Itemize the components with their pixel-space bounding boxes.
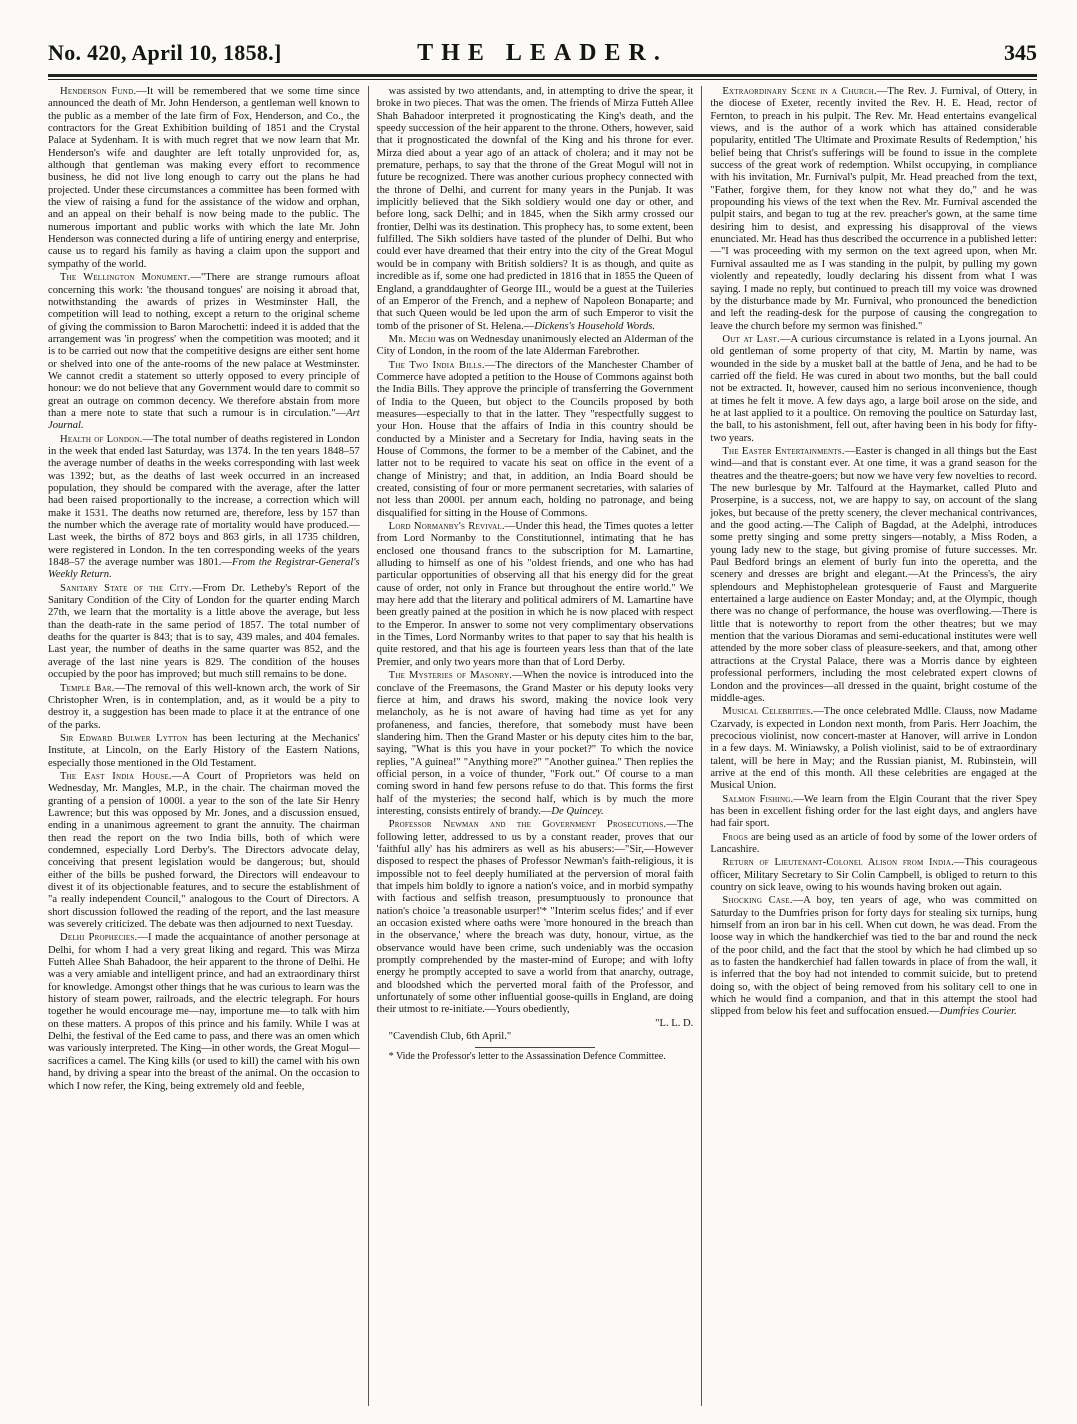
masthead <box>48 40 1037 68</box>
article-paragraph <box>48 583 360 682</box>
article-paragraph <box>48 683 360 732</box>
article-text: —Easter is changed in all things but the East wind—and that is constant ever. At one time, it was a grand season for the theatres and the theatre-goers; but now we have very few novelties to record. The new burlesque by Mr. Talfourd at the Haymarket, called Pluto and Proserpine, is a success, not, we are happy to say, on account of the slang jokes, but because of the pretty scenery, the clever mechanical contrivances, and the good acting.—The Caliph of Bagdad, at the Adelphi, introduces some pretty singing and some pretty singers—notably, a Miss Roden, a young lady new to the stage, but giving promise of future successes. Mr. Paul Bedford brings an element of burly fun into the operetta, and the scenery and dresses are bright and elegant.—At the Princess's, the airy splendours and Mephistophelean grotesquerie of Faust and Marguerite entertained a large audience on Easter Monday; and, at the Olympic, though there was no change of performance, the house was overflowing.—There is little that is noteworthy to report from the other theatres; but we may mention that the various Dioramas and semi-educational institutes were well attended by the more sober class of pleasure-seekers, and that, among other attractions at the Crystal Palace, there was a Morris dance by eighteen professional performers, including the most celebrated expert clowns of London and the provinces—all dressed in the quaint, bright costume of the middle-ages. <box>710 445 1037 704</box>
article-source: Dumfries Courier. <box>939 1006 1017 1018</box>
footnote-rule <box>475 1047 595 1048</box>
article-text: —A Court of Proprietors was held on Wednesday, Mr. Mangles, M.P., in the chair. The chairman moved the granting of a pension of 1000l. a year to the son of the late Sir Henry Lawrence; but this was opposed by Mr. Jones, and a discussion ensued, ending in a unanimous agreement to grant the annuity. The chairman then read the report on the two India bills, both of which were condemned, especially Lord Derby's. The Directors advocate delay, conceiving that present legislation would be dangerous; but, should either of the bills be pushed forward, the Directors will endeavour to divest it of its objectionable features, and to secure the establishment of "a really independent Council," analogous to the Court of Directors. A short discussion followed the reading of the report, and the last measure was severely criticized. The debate was then adjourned to next Tuesday. <box>48 770 360 931</box>
article-columns <box>48 86 1037 1406</box>
article-heading: Sir Edward Bulwer Lytton <box>60 732 188 744</box>
article-paragraph <box>377 360 694 520</box>
article-text: —The directors of the Manchester Chamber of Commerce have adopted a petition to the House of Commons against both the India Bills. They approve the principle of transferring the Government of India to the Queen, but object to the Councils proposed by both measures—especially to that in the latter. They "respectfully suggest to your Hon. House that the affairs of India in this country should be conducted by a Minister and a Secretary for India, having seats in the House of Commons, the former to be a member of the Cabinet, and the latter not to be required to vacate his seat on office in the event of a change of Ministry; and that, in addition, an India Board should be created, consisting of four or more permanent secretaries, with salaries of not less than 2000l. per annum each, holding no patronage, and being disqualified for sitting in the House of Commons. <box>376 359 694 519</box>
article-text: * Vide the Professor's letter to the Assassination Defence Committee. <box>388 1051 666 1063</box>
article-heading: Return of Lieutenant-Colonel Alison from India. <box>722 857 954 869</box>
article-text: —The Rev. J. Furnival, of Ottery, in the diocese of Exeter, recently invited the Rev. H. E. Head, rector of Fernton, to preach in his pulpit. The Rev. Mr. Head entertains evangelical views, and is the author of a work which has attained considerable popularity, entitled 'The Ultimate and Proximate Results of Redemption,' his belief being that Christ's sufferings will be found to issue in the complete success of the great work of redemption. Whilst occupying, in compliance with his invitation, Mr. Furnival's pulpit, Mr. Head preached from the text, "Father, forgive them, for they know not what they do," and he was propounding his views of the text when the Rev. Mr. Furnival ascended the pulpit stairs, and began to tug at the rev. preacher's gown, at the same time desiring him to desist, and expressing his disapproval of the views enunciated. Mr. Head has thus described the occurrence in a published letter:—"I was proceeding with my sermon on the text agreed upon, when Mr. Furnival assaulted me as I was standing in the pulpit, by pulling my gown violently and repeatedly, loudly declaring his dissent from what I was saying. I made no reply, but continued to preach till my voice was drowned by the disturbance made by Mr. Furnival, who pronounced the benediction and left the reading-desk for the purpose of causing the congregation to leave the church before my sermon was finished." <box>710 86 1037 332</box>
article-heading: Salmon Fishing. <box>722 793 794 805</box>
article-heading: Sanitary State of the City. <box>60 582 192 594</box>
article-paragraph <box>48 86 360 271</box>
article-heading: Henderson Fund. <box>60 86 137 97</box>
article-text: —The once celebrated Mdlle. Clauss, now Madame Czarvady, is expected in London next month, from Paris. Herr Joachim, the precocious violinist, now concert-master at Hanover, will arrive in London in a few days. M. Winiawsky, a Polish violinist, said to be of extraordinary talent, will be here in May; and the Russian pianist, M. Rubinstein, will arrive at the end of this month. All these celebrities are engaged at the Musical Union. <box>710 706 1037 792</box>
column-2 <box>368 86 702 1406</box>
article-source: From the Registrar-General's Weekly Return. <box>48 557 360 581</box>
article-heading: The Mysteries of Masonry. <box>388 670 513 682</box>
column-3 <box>701 86 1037 1406</box>
article-paragraph <box>48 272 360 432</box>
article-heading: Professor Newman and the Government Prosecutions. <box>388 819 667 831</box>
article-paragraph <box>377 819 694 1017</box>
masthead-rule <box>48 74 1037 80</box>
article-text: "L. L. D. <box>655 1017 694 1029</box>
article-paragraph <box>377 334 694 359</box>
article-paragraph <box>710 895 1037 1018</box>
article-paragraph <box>710 832 1037 857</box>
article-heading: Delhi Prophecies. <box>60 932 138 944</box>
article-text: are being used as an article of food by some of the lower orders of Lancashire. <box>710 831 1037 855</box>
article-heading: Health of London. <box>60 433 143 445</box>
article-heading: Lord Normanby's Revival. <box>388 521 505 533</box>
article-paragraph <box>710 857 1037 894</box>
article-source: De Quincey. <box>551 805 604 817</box>
article-text: was assisted by two attendants, and, in attempting to drive the spear, it broke in two pieces. That was the omen. The friends of Mirza Futteh Allee Shah Bahadoor interpreted it prognosticating the King's death, and the speedy succession of the heir apparent to the throne. Others, however, said that it prognosticated the downfal of the King and his throne for ever. Mirza died about a year ago of an attack of cholera; and it may not be premature, perhaps, to say that the throne of the Great Mogul will not in future be recognized. There was another curious prophecy connected with the throne of Delhi, and current for many years in the Punjab. It was implicitly believed that the Sikh soldiery would one day or other, and before long, sack Delhi; and in 1845, when the Sikh army crossed our frontier, Delhi was its destination. This prophecy has, to some extent, been fulfilled. The Sikh soldiers have tasted of the plunder of Delhi. But who could ever have dreamed that their entry into the city of the Great Mogul would be in company with British soldiers? It is as though, and quite as incredible as if, some one had predicted in 1816 that in 1855 the Queen of England, a granddaughter of George III., would be a guest at the Tuileries of an Emperor of the French, and a nephew of Napoleon Bonaparte; and that such Queen would be led upon the arm of such Emperor to visit the tomb of the prisoner of St. Helena.— <box>376 86 694 332</box>
article-text: —Under this head, the Times quotes a letter from Lord Normanby to the Constitutionnel, intimating that he has enclosed one thousand francs to the subscription for M. Lamartine, alluding to himself as one of his "oldest friends, and one who has had particular opportunities of observing all that his energy did for the great cause of order, not only in France but throughout the entire world." We may here add that the literary and political admirers of M. Lamartine have been greatly pained at the position in which he is now placed with respect to the Emperor. In answer to some not very complimentary observations in the Times, Lord Normanby writes to that paper to say that his health is quite restored, and that his age is fourteen years less than that of the late Premier, and only two years more than that of Lord Derby. <box>376 521 694 668</box>
article-text: has been lecturing at the Mechanics' Institute, at Lincoln, on the Early History of the Eastern Nations, especially those mentioned in the Old Testament. <box>48 732 360 769</box>
issue-date: No. 420, April 10, 1858.] <box>48 40 282 65</box>
article-text: —We learn from the Elgin Courant that the river Spey has been in excellent fishing order for the last eight days, and anglers have had fair sport. <box>710 793 1037 830</box>
article-text: "Cavendish Club, 6th April." <box>388 1031 512 1043</box>
footnote <box>377 1051 694 1063</box>
article-text: —"There are strange rumours afloat concerning this work: 'the thousand tongues' are noising it abroad that, notwithstanding the awards of prizes in Westminster Hall, the competition will lead to nothing, except a return to the original scheme of giving the commission to Baron Marochetti: indeed it is added that the arrangement was 'in progress' when the competition was mooted; and it is to be carried out now that the competitive designs are either sent home or shelved into one of the ante-rooms of the new palace at Westminster. We cannot credit a statement so utterly opposed to every principle of honour: we do not believe that any Government would dare to commit so great an outrage on common decency. We therefore abstain from more than a mere note to state that such a rumour is in circulation."— <box>48 272 360 419</box>
article-heading: Shocking Case. <box>722 895 793 907</box>
article-paragraph <box>377 521 694 669</box>
article-paragraph <box>710 706 1037 792</box>
article-heading: Mr. Mechi <box>388 333 436 345</box>
article-paragraph <box>710 86 1037 333</box>
article-paragraph <box>48 434 360 582</box>
article-text: —The removal of this well-known arch, the work of Sir Christopher Wren, is in contemplation, and, as it would be a pity to destroy it, a suggestion has been made to place it at the entrance of one of the parks. <box>48 682 360 731</box>
article-paragraph <box>48 733 360 770</box>
article-paragraph <box>377 1031 694 1043</box>
article-text: —When the novice is introduced into the conclave of the Freemasons, the Grand Master or his deputy looks very fierce at him, and draws his sword, making the novice look very melancholy, as he is not aware of having had time as yet for any profaneness, and fancies, therefore, that somebody must have been slandering him. Then the Grand Master or his deputy cites him to the bar, saying, "What is this you have in your pocket?" To which the novice replies, "A guinea!" "Anything more?" "Another guinea." Then replies the official person, in a voice of thunder, "Fork out." Of course to a man coming sword in hand few persons refuse to do that. This forms the first half of the mysteries; the second half, which is by much the more interesting, consists entirely of brandy.— <box>376 670 694 817</box>
article-heading: Out at Last. <box>722 333 780 345</box>
article-heading: Musical Celebrities. <box>722 706 814 718</box>
article-text: —A boy, ten years of age, who was committed on Saturday to the Dumfries prison for forty days for stealing six turnips, hung himself from an iron bar in his cell. When cut down, he was dead. From the loose way in which the handkerchief was tied to the bar and round the neck of the poor child, and the fact that the stool by which he had climbed up so as to fasten the handkerchief had fallen towards in place of from the wall, it is inferred that the boy had not intended to commit suicide, but to pretend doing so, with the object of being removed from his solitary cell to one in which he would find a companion, and that in this attempt the stool had slipped from below his feet and suffocation ensued.— <box>710 895 1037 1018</box>
article-paragraph <box>48 932 360 1092</box>
article-paragraph <box>377 86 694 333</box>
article-paragraph <box>710 446 1037 705</box>
article-heading: The Wellington Monument. <box>60 272 191 284</box>
article-heading: The Two India Bills. <box>388 359 485 371</box>
article-paragraph <box>377 670 694 818</box>
article-paragraph <box>48 771 360 931</box>
column-1 <box>48 86 368 1406</box>
article-text: —I made the acquaintance of another personage at Delhi, for whom I had a very great liking and regard. This was Mirza Futteh Allee Shah Bahadoor, the heir apparent to the throne of Delhi. He was a very amiable and intelligent prince, and had an extraordinary thirst for knowledge. Amongst other things that he was curious to learn was the history of steam power, railroads, and the electric telegraph. For hours together he would encourage me—nay, importune me—to talk with him on these matters. A propos of this prince and his family. While I was at Delhi, the festival of the Eed came to pass, and there was an omen which was variously interpreted. The King—in other words, the Great Mogul—sacrifices a camel. The King kills (or used to kill) the camel with his own hand, by driving a spear into the breast of the animal. On the occasion to which I now refer, the King, being extremely old and feeble, <box>48 932 360 1092</box>
page-number: 345 <box>1004 40 1037 65</box>
article-text: —From Dr. Letheby's Report of the Sanitary Condition of the City of London for the quarter ending March 27th, we learn that the mortality is a little above the average, but less than the death-rate in the same period of 1857. The total number of deaths for the quarter is 843; that is to say, 439 males, and 404 females. Last year, the number of deaths in the same quarter was 852, and the average of the last nine years is 829. The condition of the houses occupied by the poor has improved; but much still remains to be done. <box>48 582 360 681</box>
article-text: was on Wednesday unanimously elected an Alderman of the City of London, in the room of the late Alderman Farebrother. <box>376 333 694 358</box>
article-paragraph <box>377 1018 694 1030</box>
article-paragraph <box>710 794 1037 831</box>
article-text: —It will be remembered that we some time since announced the death of Mr. John Henderson, a gentleman well known to the public as a member of the late firm of Fox, Henderson, and Co., the contractors for the Great Exhibition building of 1851 and the Crystal Palace at Sydenham. It is with much regret that we now learn that Mr. Henderson's wife and daughter are left totally unprovided for, as, although that gentleman was making every effort to recommence business, he did not live long enough to carry out the plans he had projected. Under these circumstances a committee has been formed with the view of raising a fund for the assistance of the widow and orphan, and an appeal on their behalf is now being made to the public. The numerous important and public works with which the late Mr. John Henderson was connected during a life of untiring energy and enterprise, cause us to regard his family as having a claim upon the support and sympathy of the world. <box>48 86 360 270</box>
article-text: —This courageous officer, Military Secretary to Sir Colin Campbell, is obliged to return to this country on sick leave, owing to his wounds having broken out again. <box>710 857 1037 893</box>
article-text: —The following letter, addressed to us by a constant reader, proves that our 'faithful ally' has his admirers as well as his abusers:—"Sir,—However disposed to respect the phases of Professor Newman's faith-religious, it is impossible not to feel deeply humiliated at the perversion of moral faith that impels him boldly to ignore a nation's voice, and in morbid sympathy with factious and selfish treason, presumptuously to pronounce that nation's choice 'a treasonable usurper!'* "Interim scelus fides;' and if ever an occasion existed where oaths were 'more honoured in the breach than in the observance,' where the breach was duty, honour, virtue, as the observance would have been crime, such undeniably was the occasion promptly comprehended by the master-mind of Europe; and with lofty energy he promptly accepted to save a world from that anarchy, outrage, and bloodshed which the perverted moral faith of the Professor, and unfortunately of some other influential goose-quills in England, are doing their utmost to re-initiate.—Yours obediently, <box>376 819 694 1016</box>
article-heading: Temple Bar. <box>60 682 115 694</box>
article-heading: Frogs <box>722 831 748 843</box>
article-text: —A curious circumstance is related in a Lyons journal. An old gentleman of some property of that city, M. Martin by name, was wounded in the side by a musket ball at the battle of Jena, and he had to be carried off the field. He was cured in about two months, but the ball could not be extracted. It, however, caused him no serious inconvenience, though at times he felt it move. A few days ago, a large boil arose on the side, and he at last applied to it a poultice. On removing the poultice on Saturday last, the ball, to his astonishment, fell out, after having been in his body for fifty-two years. <box>710 333 1037 444</box>
article-text: —The total number of deaths registered in London in the week that ended last Saturday, was 1374. In the ten years 1848–57 the average number of deaths in the weeks corresponding with last week was 1392; but, as the deaths of last week occurred in an increased population, they should be compared with the average, after the latter had been raised proportionally to the increase, a correction which will make it 1531. The deaths now returned are, therefore, less by 157 than the number which the average rate of mortality would have produced.—Last week, the births of 872 boys and 863 girls, in all 1735 children, were registered in London. In the ten corresponding weeks of the years 1848–57 the average number was 1801.— <box>48 433 360 569</box>
newspaper-title: THE LEADER. <box>417 40 668 66</box>
article-heading: The East India House. <box>60 770 172 782</box>
article-source: Art Journal. <box>48 407 360 432</box>
article-paragraph <box>710 334 1037 445</box>
article-source: Dickens's Household Words. <box>534 320 656 332</box>
article-heading: Extraordinary Scene in a Church. <box>722 86 877 97</box>
article-heading: The Easter Entertainments. <box>722 445 845 457</box>
